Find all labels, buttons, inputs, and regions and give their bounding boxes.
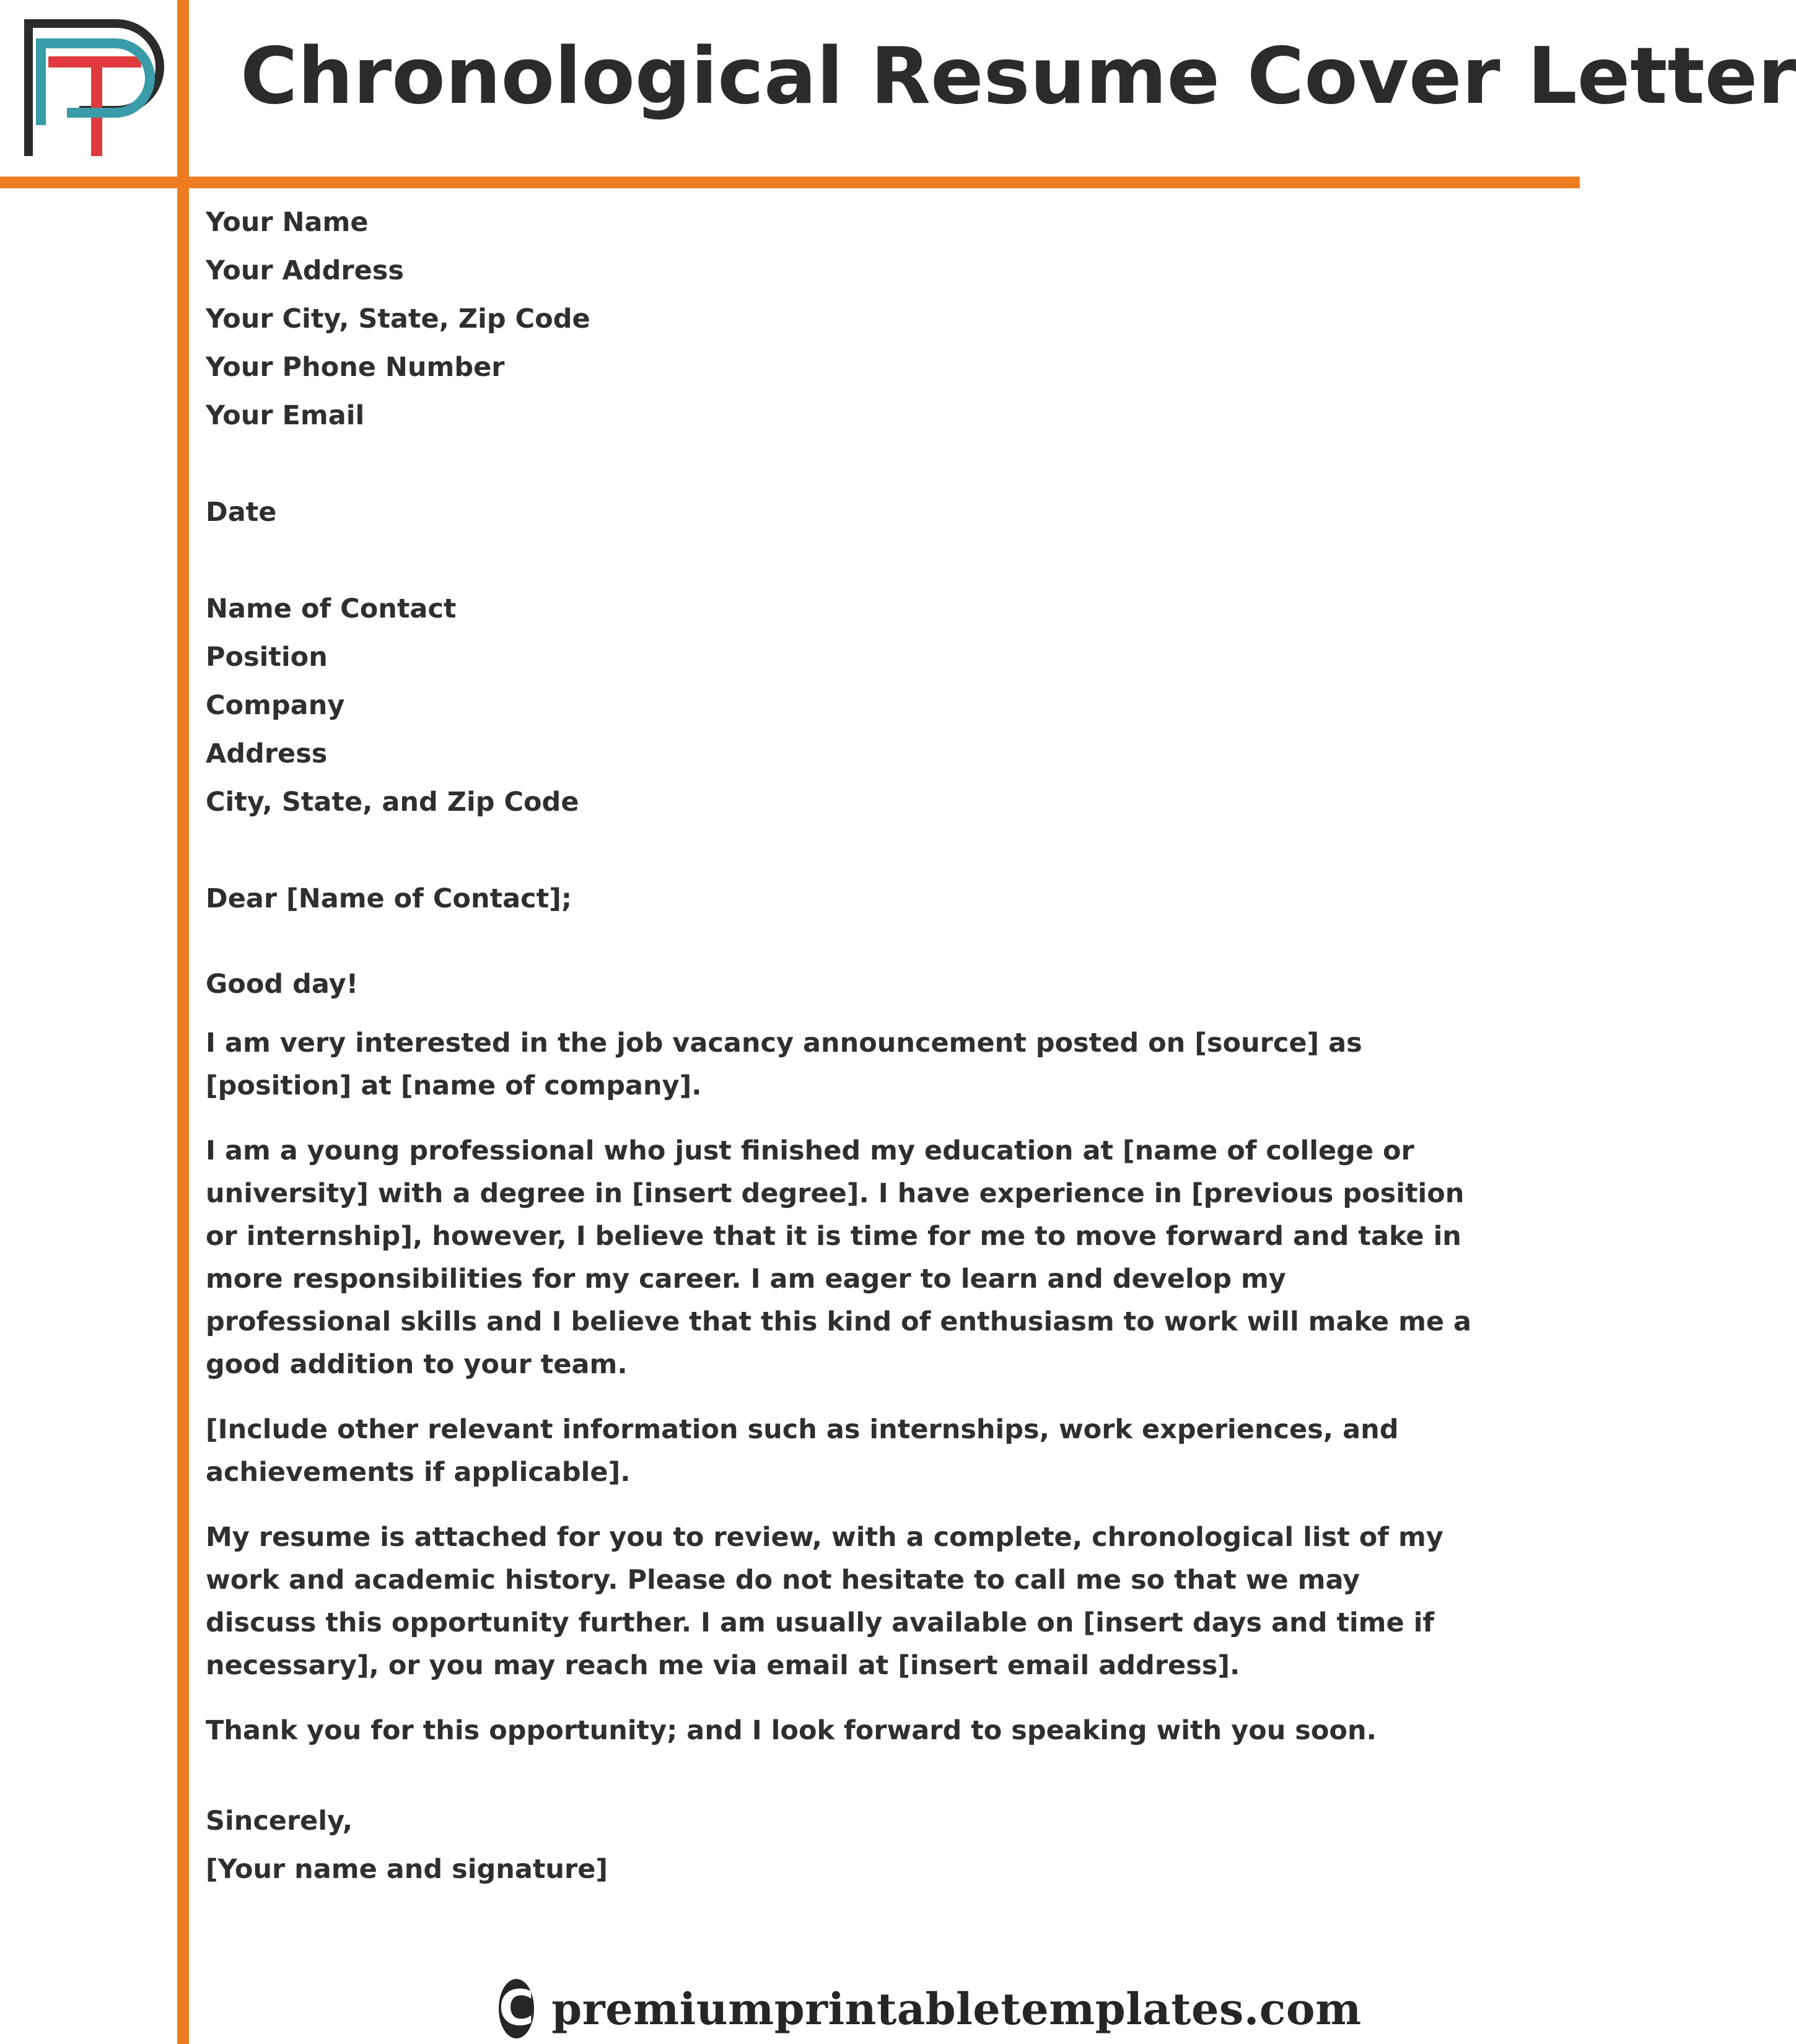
closing: Sincerely, [206, 1806, 353, 1837]
sender-address: Your Address [206, 255, 404, 286]
footer [499, 1975, 1362, 2043]
paragraph-intro: I am very interested in the job vacancy announcement posted on [source] as [position] at [name of company]. [206, 1028, 1362, 1101]
letter-body [206, 198, 1476, 1893]
paragraph-additional-info: [Include other relevant information such as internships, work experiences, and achievements if applicable]. [206, 1414, 1399, 1488]
sender-email: Your Email [206, 400, 365, 431]
sender-phone: Your Phone Number [206, 352, 505, 383]
copyright-icon: C [499, 1979, 534, 2038]
horizontal-accent-line [0, 177, 1580, 188]
paragraph-thanks: Thank you for this opportunity; and I look forward to speaking with you soon. [206, 1715, 1377, 1746]
sender-block [206, 198, 1476, 440]
vertical-accent-line [177, 0, 189, 2044]
recipient-block [206, 585, 1476, 826]
paragraph-resume: My resume is attached for you to review, with a complete, chronological list of my work and academic history. Please do not hesitate to call me so that we may discuss this opportunity further. I am usually available on [insert days and time if necessary], or you may reach me via email at [insert email address]. [206, 1522, 1443, 1681]
recipient-contact: Name of Contact [206, 593, 457, 624]
signature: [Your name and signature] [206, 1854, 608, 1885]
ppt-logo-icon [24, 19, 166, 161]
recipient-address: Address [206, 738, 328, 769]
recipient-company: Company [206, 690, 345, 721]
letter-date: Date [206, 497, 277, 528]
greeting: Good day! [206, 969, 359, 1000]
footer-website-link[interactable]: premiumprintabletemplates.com [551, 1983, 1362, 2035]
sender-name: Your Name [206, 207, 369, 238]
salutation: Dear [Name of Contact]; [206, 883, 572, 914]
paragraph-background: I am a young professional who just finished my education at [name of college or university] with a degree in [insert degree]. I have experience in [previous position or internship], however, I believe that it is time for me to move forward and take in more responsibilities for my career. I am eager to learn and develop my professional skills and I believe that this kind of enthusiasm to work will make me a good addition to your team. [206, 1135, 1472, 1380]
recipient-city: City, State, and Zip Code [206, 787, 579, 818]
recipient-position: Position [206, 642, 328, 673]
page-title: Chronological Resume Cover Letter [240, 30, 1796, 121]
sender-city: Your City, State, Zip Code [206, 304, 590, 334]
